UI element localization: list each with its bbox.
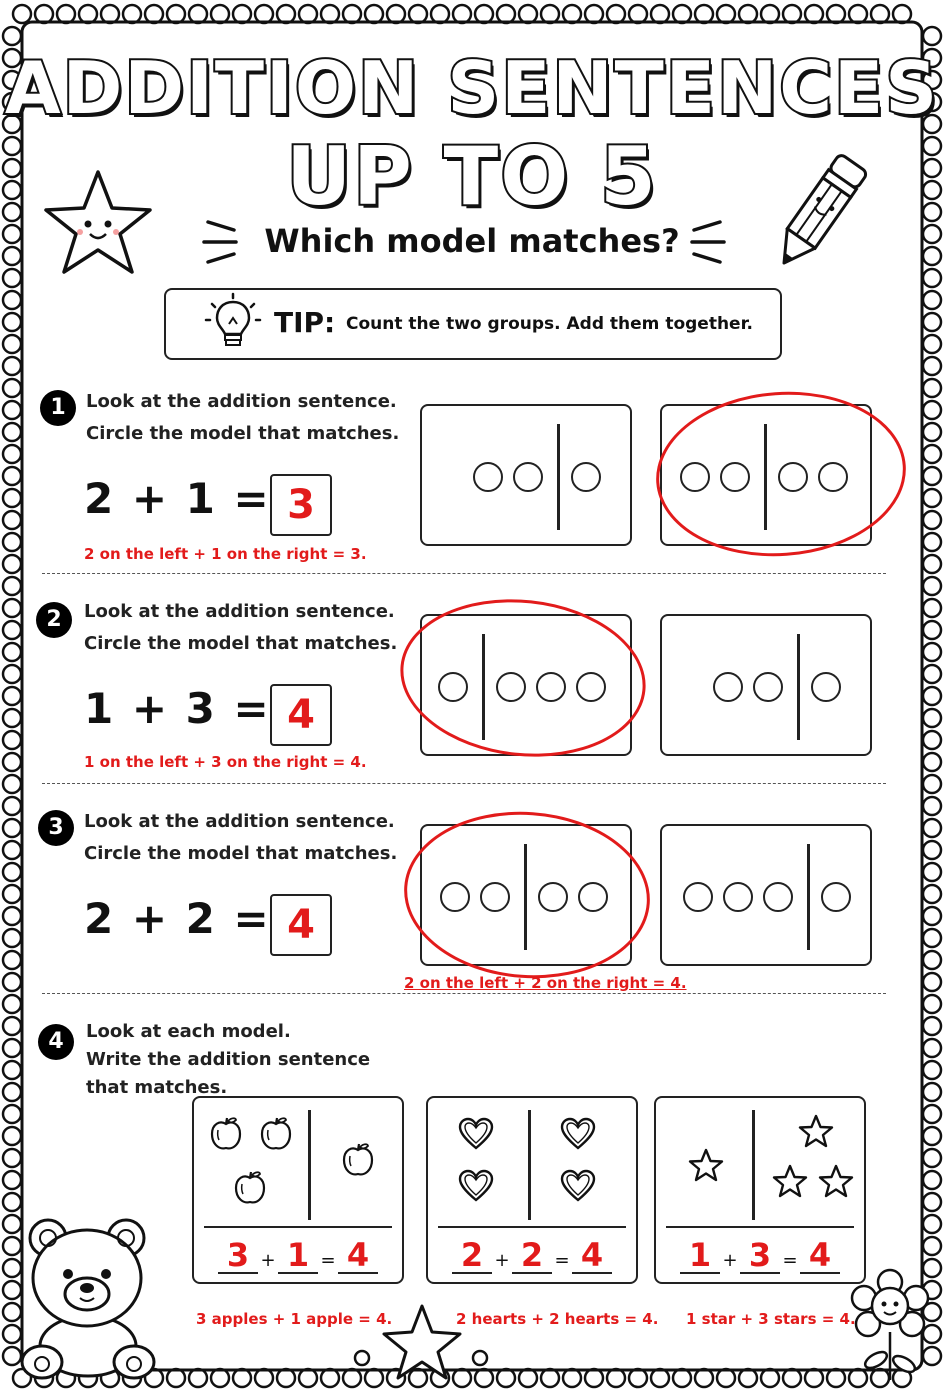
answer-note: 2 on the left + 1 on the right = 3. <box>84 545 367 563</box>
question-number-badge: 3 <box>38 810 74 846</box>
addend-blank[interactable]: 1 <box>278 1238 318 1274</box>
accent-marks-right <box>686 214 728 268</box>
counter-circle <box>683 882 713 912</box>
counter-circle <box>513 462 543 492</box>
counter-circle <box>763 882 793 912</box>
counter-circle <box>440 882 470 912</box>
sentence-rule <box>204 1226 392 1228</box>
counter-circle <box>713 672 743 702</box>
picture-model-apples[interactable] <box>192 1096 404 1284</box>
counter-circle <box>778 462 808 492</box>
model-divider <box>807 844 810 950</box>
heart-icon <box>460 1119 492 1148</box>
instruction-line: that matches. <box>86 1077 228 1098</box>
question-number-badge: 1 <box>40 390 76 426</box>
counter-circle <box>723 882 753 912</box>
answer-note: 2 on the left + 2 on the right = 4. <box>404 974 687 992</box>
question-instruction <box>84 596 397 660</box>
dot-model[interactable] <box>660 614 872 756</box>
page-subtitle: Which model matches? <box>264 222 680 260</box>
picture-shapes <box>428 1098 640 1226</box>
picture-model-stars[interactable] <box>654 1096 866 1284</box>
dot-model[interactable] <box>660 824 872 966</box>
apple-icon <box>236 1172 264 1202</box>
addition-sentence <box>194 1238 402 1274</box>
answer-box[interactable]: 3 <box>270 474 332 536</box>
sum-blank[interactable]: 4 <box>800 1238 840 1274</box>
counter-circle <box>571 462 601 492</box>
star-icon <box>690 1150 722 1180</box>
model-divider <box>557 424 560 530</box>
addition-equation: 1 + 3 = <box>84 684 271 733</box>
addition-sentence <box>428 1238 636 1274</box>
counter-circle <box>438 672 468 702</box>
counter-circle <box>480 882 510 912</box>
question-number-badge: 4 <box>38 1024 74 1060</box>
heart-icon <box>562 1119 594 1148</box>
tip-box <box>164 288 782 360</box>
heart-icon <box>562 1171 594 1200</box>
bottom-star-icon <box>346 1300 496 1380</box>
addition-equation: 2 + 2 = <box>84 894 271 943</box>
equals-sign: = <box>554 1250 570 1271</box>
question-instruction <box>86 1018 370 1102</box>
sentence-rule <box>666 1226 854 1228</box>
answer-note: 3 apples + 1 apple = 4. <box>196 1310 393 1328</box>
dot-model[interactable] <box>420 404 632 546</box>
heart-icon <box>460 1171 492 1200</box>
star-icon <box>774 1166 806 1196</box>
star-icon <box>800 1116 832 1146</box>
sentence-rule <box>438 1226 626 1228</box>
sum-blank[interactable]: 4 <box>338 1238 378 1274</box>
apple-icon <box>344 1144 372 1174</box>
sum-blank[interactable]: 4 <box>572 1238 612 1274</box>
instruction-line: Look at the addition sentence. <box>86 391 397 412</box>
plus-sign: + <box>260 1250 276 1271</box>
addend-blank[interactable]: 3 <box>218 1238 258 1274</box>
instruction-line: Circle the model that matches. <box>86 423 400 444</box>
answer-note: 1 on the left + 3 on the right = 4. <box>84 753 367 771</box>
addend-blank[interactable]: 2 <box>512 1238 552 1274</box>
answer-box[interactable]: 4 <box>270 684 332 746</box>
counter-circle <box>538 882 568 912</box>
equals-sign: = <box>782 1250 798 1271</box>
page-title-line1: ADDITION SENTENCES <box>4 46 940 130</box>
model-divider <box>797 634 800 740</box>
star-icon <box>820 1166 852 1196</box>
answer-note: 2 hearts + 2 hearts = 4. <box>456 1310 659 1328</box>
question-instruction <box>86 386 399 450</box>
instruction-line: Look at each model. <box>86 1021 291 1042</box>
answer-note: 1 star + 3 stars = 4. <box>686 1310 856 1328</box>
counter-circle <box>818 462 848 492</box>
instruction-line: Circle the model that matches. <box>84 633 398 654</box>
addend-blank[interactable]: 2 <box>452 1238 492 1274</box>
lightbulb-icon <box>202 292 264 354</box>
model-divider <box>482 634 485 740</box>
section-divider <box>42 993 886 994</box>
counter-circle <box>720 462 750 492</box>
picture-shapes <box>656 1098 868 1226</box>
counter-circle <box>473 462 503 492</box>
tip-text: Count the two groups. Add them together. <box>346 314 753 334</box>
addend-blank[interactable]: 1 <box>680 1238 720 1274</box>
counter-circle <box>821 882 851 912</box>
apple-icon <box>262 1118 290 1148</box>
counter-circle <box>496 672 526 702</box>
instruction-line: Circle the model that matches. <box>84 843 398 864</box>
smiling-flower-icon <box>846 1268 934 1382</box>
addend-blank[interactable]: 3 <box>740 1238 780 1274</box>
counter-circle <box>576 672 606 702</box>
question-number-badge: 2 <box>36 602 72 638</box>
page-title-line2: UP TO 5 <box>286 130 658 223</box>
instruction-line: Look at the addition sentence. <box>84 601 395 622</box>
picture-shapes <box>194 1098 406 1226</box>
plus-sign: + <box>494 1250 510 1271</box>
model-divider <box>764 424 767 530</box>
equals-sign: = <box>320 1250 336 1271</box>
instruction-line: Write the addition sentence <box>86 1049 371 1070</box>
instruction-line: Look at the addition sentence. <box>84 811 395 832</box>
counter-circle <box>753 672 783 702</box>
addition-sentence <box>656 1238 864 1274</box>
dot-model[interactable] <box>420 614 632 756</box>
plus-sign: + <box>722 1250 738 1271</box>
tip-label: TIP: <box>274 306 336 339</box>
addition-equation: 2 + 1 = <box>84 474 271 523</box>
dot-model[interactable] <box>660 404 872 546</box>
counter-circle <box>578 882 608 912</box>
counter-circle <box>536 672 566 702</box>
counter-circle <box>680 462 710 492</box>
answer-box[interactable]: 4 <box>270 894 332 956</box>
picture-model-hearts[interactable] <box>426 1096 638 1284</box>
section-divider <box>42 783 886 784</box>
section-divider <box>42 573 886 574</box>
question-instruction <box>84 806 397 870</box>
model-divider <box>524 844 527 950</box>
teddy-bear-icon <box>14 1208 164 1380</box>
apple-icon <box>212 1118 240 1148</box>
dot-model[interactable] <box>420 824 632 966</box>
counter-circle <box>811 672 841 702</box>
